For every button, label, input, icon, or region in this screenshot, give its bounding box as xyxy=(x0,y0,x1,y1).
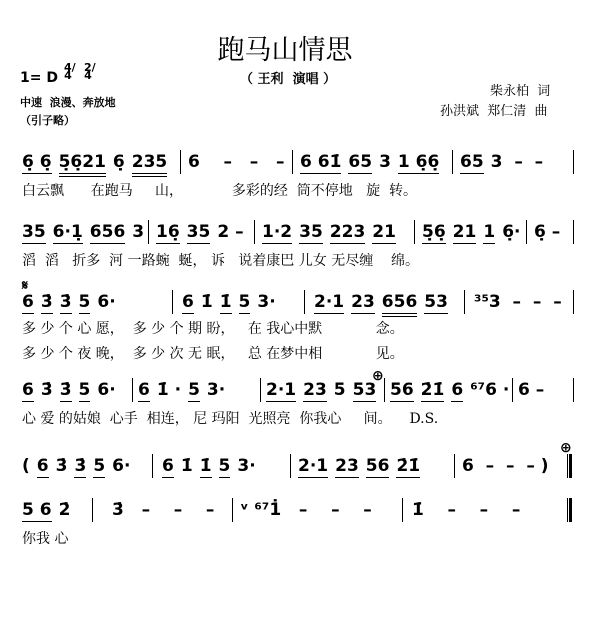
intro-note: （引子略） xyxy=(20,114,75,127)
note-group: 5̣6̣ xyxy=(422,222,446,242)
measure xyxy=(298,456,427,478)
lyrics-line: 滔 滔 折多 河 一路蜿 蜒， 诉 说着康巴 儿女 无尽缠 绵。 xyxy=(22,253,420,269)
note-group: 65 xyxy=(348,152,373,172)
note-group: 1̇ xyxy=(200,292,213,312)
performer: （ 王利 演唱 ） xyxy=(240,72,337,87)
note-group: 3̇ xyxy=(55,456,68,476)
barline xyxy=(414,220,415,244)
note-group: 235 xyxy=(132,152,168,177)
coda-icon: ⊕ xyxy=(372,368,384,384)
tempo-marking: 中速 浪漫、奔放地 xyxy=(20,96,116,109)
measure xyxy=(22,292,123,314)
measure xyxy=(422,222,527,244)
note-group: 6̣ 6̣ xyxy=(22,152,52,172)
measure xyxy=(534,222,567,243)
note-group: 656 xyxy=(382,292,418,317)
note-group: 5̣6̣21 xyxy=(59,152,106,177)
note-group: 6 xyxy=(451,380,464,400)
barline xyxy=(384,378,385,402)
measure xyxy=(188,152,292,173)
lyrics-line: 心 爱 的姑娘 心手 相连， 尼 玛阳 光照亮 你我心 间。 D.S. xyxy=(22,411,439,427)
coda-icon: ⊕ xyxy=(560,440,572,456)
barline xyxy=(132,378,133,402)
note-group: 6 xyxy=(162,456,174,476)
note-group: 1̇ xyxy=(199,456,212,476)
note-group: 1·2 xyxy=(262,222,293,242)
measure xyxy=(462,456,556,477)
barline xyxy=(452,150,453,174)
note-group: 2 – xyxy=(217,222,244,242)
barline xyxy=(526,220,527,244)
note-group: 5 xyxy=(78,292,91,312)
note-group: 6· xyxy=(97,292,116,312)
note-group: 6 xyxy=(36,456,49,476)
barline xyxy=(152,454,153,478)
measure xyxy=(412,500,527,521)
measure xyxy=(262,222,403,244)
barline xyxy=(260,378,261,402)
staff-system xyxy=(22,500,582,530)
note-group: 3 – – xyxy=(490,152,544,172)
note-group: 53 xyxy=(352,380,377,400)
measure xyxy=(240,500,379,521)
note-group: 35 xyxy=(299,222,323,242)
note-group: 53 xyxy=(424,292,448,312)
key-signature: 1= D xyxy=(20,70,58,86)
barline xyxy=(148,220,149,244)
note-group: 6 – – – ) xyxy=(462,456,549,476)
note-group: 1 6̣6̣ xyxy=(397,152,440,172)
note-group: 23 xyxy=(303,380,327,400)
note-group: 3̇ xyxy=(40,380,53,400)
note-group: 1 xyxy=(483,222,496,242)
measure xyxy=(266,380,383,402)
note-group: 3 xyxy=(132,222,145,242)
lyrics-line: 白云飘 在跑马 山， 多彩的经 筒不停地 旋 转。 xyxy=(22,183,418,199)
note-group: 6·1̣ xyxy=(52,222,83,242)
note-group: ⁶⁷6 · xyxy=(470,380,510,400)
measure xyxy=(460,152,550,174)
staff-system xyxy=(22,456,582,486)
note-group: 3̇ – – – xyxy=(112,500,215,520)
note-group: 3 xyxy=(379,152,391,172)
note-group: 5 xyxy=(78,380,91,400)
measure xyxy=(518,380,551,401)
note-group: 2̇ xyxy=(58,500,71,520)
barline xyxy=(92,498,93,522)
lyrics-line: 多 少 个 夜 晚， 多 少 次 无 眠， 总 在梦中相 见。 xyxy=(22,346,404,362)
final-barline xyxy=(567,454,572,478)
note-group: 2·1 xyxy=(314,292,345,312)
barline xyxy=(512,378,513,402)
barline xyxy=(292,150,293,174)
measure xyxy=(314,292,455,317)
note-group: 2·1 xyxy=(298,456,329,476)
note-group: 2̇1̇ xyxy=(420,380,445,400)
staff-system xyxy=(22,222,582,252)
barline xyxy=(304,290,305,314)
note-group: ( xyxy=(22,456,30,476)
note-group: 1̇ · xyxy=(156,380,182,400)
note-group: 6 – xyxy=(518,380,545,400)
note-group: 6· xyxy=(112,456,131,476)
note-group: 5 xyxy=(333,380,346,400)
note-group: 21 xyxy=(452,222,477,242)
measure xyxy=(22,456,137,478)
note-group: 5 xyxy=(238,292,251,312)
note-group: 1̇ xyxy=(180,456,193,476)
segno-icon: 𝄋 xyxy=(22,278,29,294)
note-group: 6 xyxy=(22,380,34,400)
note-group: 5 xyxy=(188,380,200,400)
measure xyxy=(112,500,221,521)
measure xyxy=(162,456,263,478)
composer-credit: 孙洪斌 郑仁清 曲 xyxy=(440,104,548,119)
note-group: ᵛ ⁶⁷1̇ – – – xyxy=(240,500,372,520)
measure xyxy=(22,380,123,402)
barline xyxy=(454,454,455,478)
note-group: 6̣· xyxy=(502,222,521,242)
note-group: 5 xyxy=(93,456,106,476)
barline xyxy=(290,454,291,478)
measure xyxy=(22,500,77,522)
note-group: 223 xyxy=(329,222,366,242)
barline xyxy=(573,378,574,402)
time-signature-2: 2/4 xyxy=(84,61,96,82)
lyrics-line: 你我 心 xyxy=(22,531,69,547)
note-group: 16̣ xyxy=(156,222,180,242)
note-group: 6· xyxy=(97,380,116,400)
barline xyxy=(573,150,574,174)
barline xyxy=(254,220,255,244)
measure xyxy=(22,152,174,177)
staff-system xyxy=(22,152,582,182)
final-barline xyxy=(567,498,572,522)
note-group: 2·1 xyxy=(266,380,297,400)
time-signature-1: 4/4 xyxy=(64,61,76,82)
barline xyxy=(573,220,574,244)
note-group: 656 xyxy=(89,222,126,242)
note-group: 23 xyxy=(335,456,359,476)
note-group: 6̣ xyxy=(112,152,125,172)
note-group: 23 xyxy=(351,292,375,312)
note-group: 1̇ xyxy=(219,292,232,312)
note-group: 21 xyxy=(372,222,396,242)
note-group: 6 xyxy=(182,292,194,312)
barline xyxy=(464,290,465,314)
note-group: 5 xyxy=(218,456,231,476)
staff-system xyxy=(22,380,582,410)
measure xyxy=(474,292,569,313)
note-group: 56 xyxy=(390,380,414,400)
note-group: 5 6 xyxy=(22,500,52,520)
note-group: 6 xyxy=(22,292,34,312)
note-group: 56 xyxy=(365,456,390,476)
song-title: 跑马山情思 xyxy=(217,35,353,66)
note-group: 3̇ xyxy=(74,456,87,476)
barline xyxy=(180,150,181,174)
note-group: 3̇ xyxy=(59,292,72,312)
note-group: 2̇1̇ xyxy=(396,456,421,476)
barline xyxy=(172,290,173,314)
note-group: 3̇ xyxy=(59,380,72,400)
note-group: 6 61̇ xyxy=(300,152,342,172)
note-group: 3· xyxy=(237,456,256,476)
measure xyxy=(182,292,283,314)
note-group: 3· xyxy=(206,380,226,400)
note-group: 6 – – – xyxy=(188,152,285,172)
note-group: 6 xyxy=(138,380,150,400)
note-group: 35 xyxy=(22,222,46,242)
measure xyxy=(22,222,151,244)
measure xyxy=(300,152,446,174)
measure xyxy=(138,380,232,402)
lyrics-line: 多 少 个 心 愿， 多 少 个 期 盼， 在 我心中默 念。 xyxy=(22,321,404,337)
barline xyxy=(573,290,574,314)
note-group: 3· xyxy=(257,292,276,312)
barline xyxy=(232,498,233,522)
note-group: 35 xyxy=(186,222,211,242)
note-group: 65 xyxy=(460,152,484,172)
barline xyxy=(402,498,403,522)
measure xyxy=(390,380,516,402)
measure xyxy=(156,222,251,244)
note-group: 1̇ – – – xyxy=(412,500,521,520)
lyricist-credit: 柴永柏 词 xyxy=(490,84,551,99)
note-group: 3̇ xyxy=(40,292,53,312)
note-group: 6̣ – xyxy=(534,222,561,242)
note-group: ³⁵3 – – – xyxy=(474,292,562,312)
